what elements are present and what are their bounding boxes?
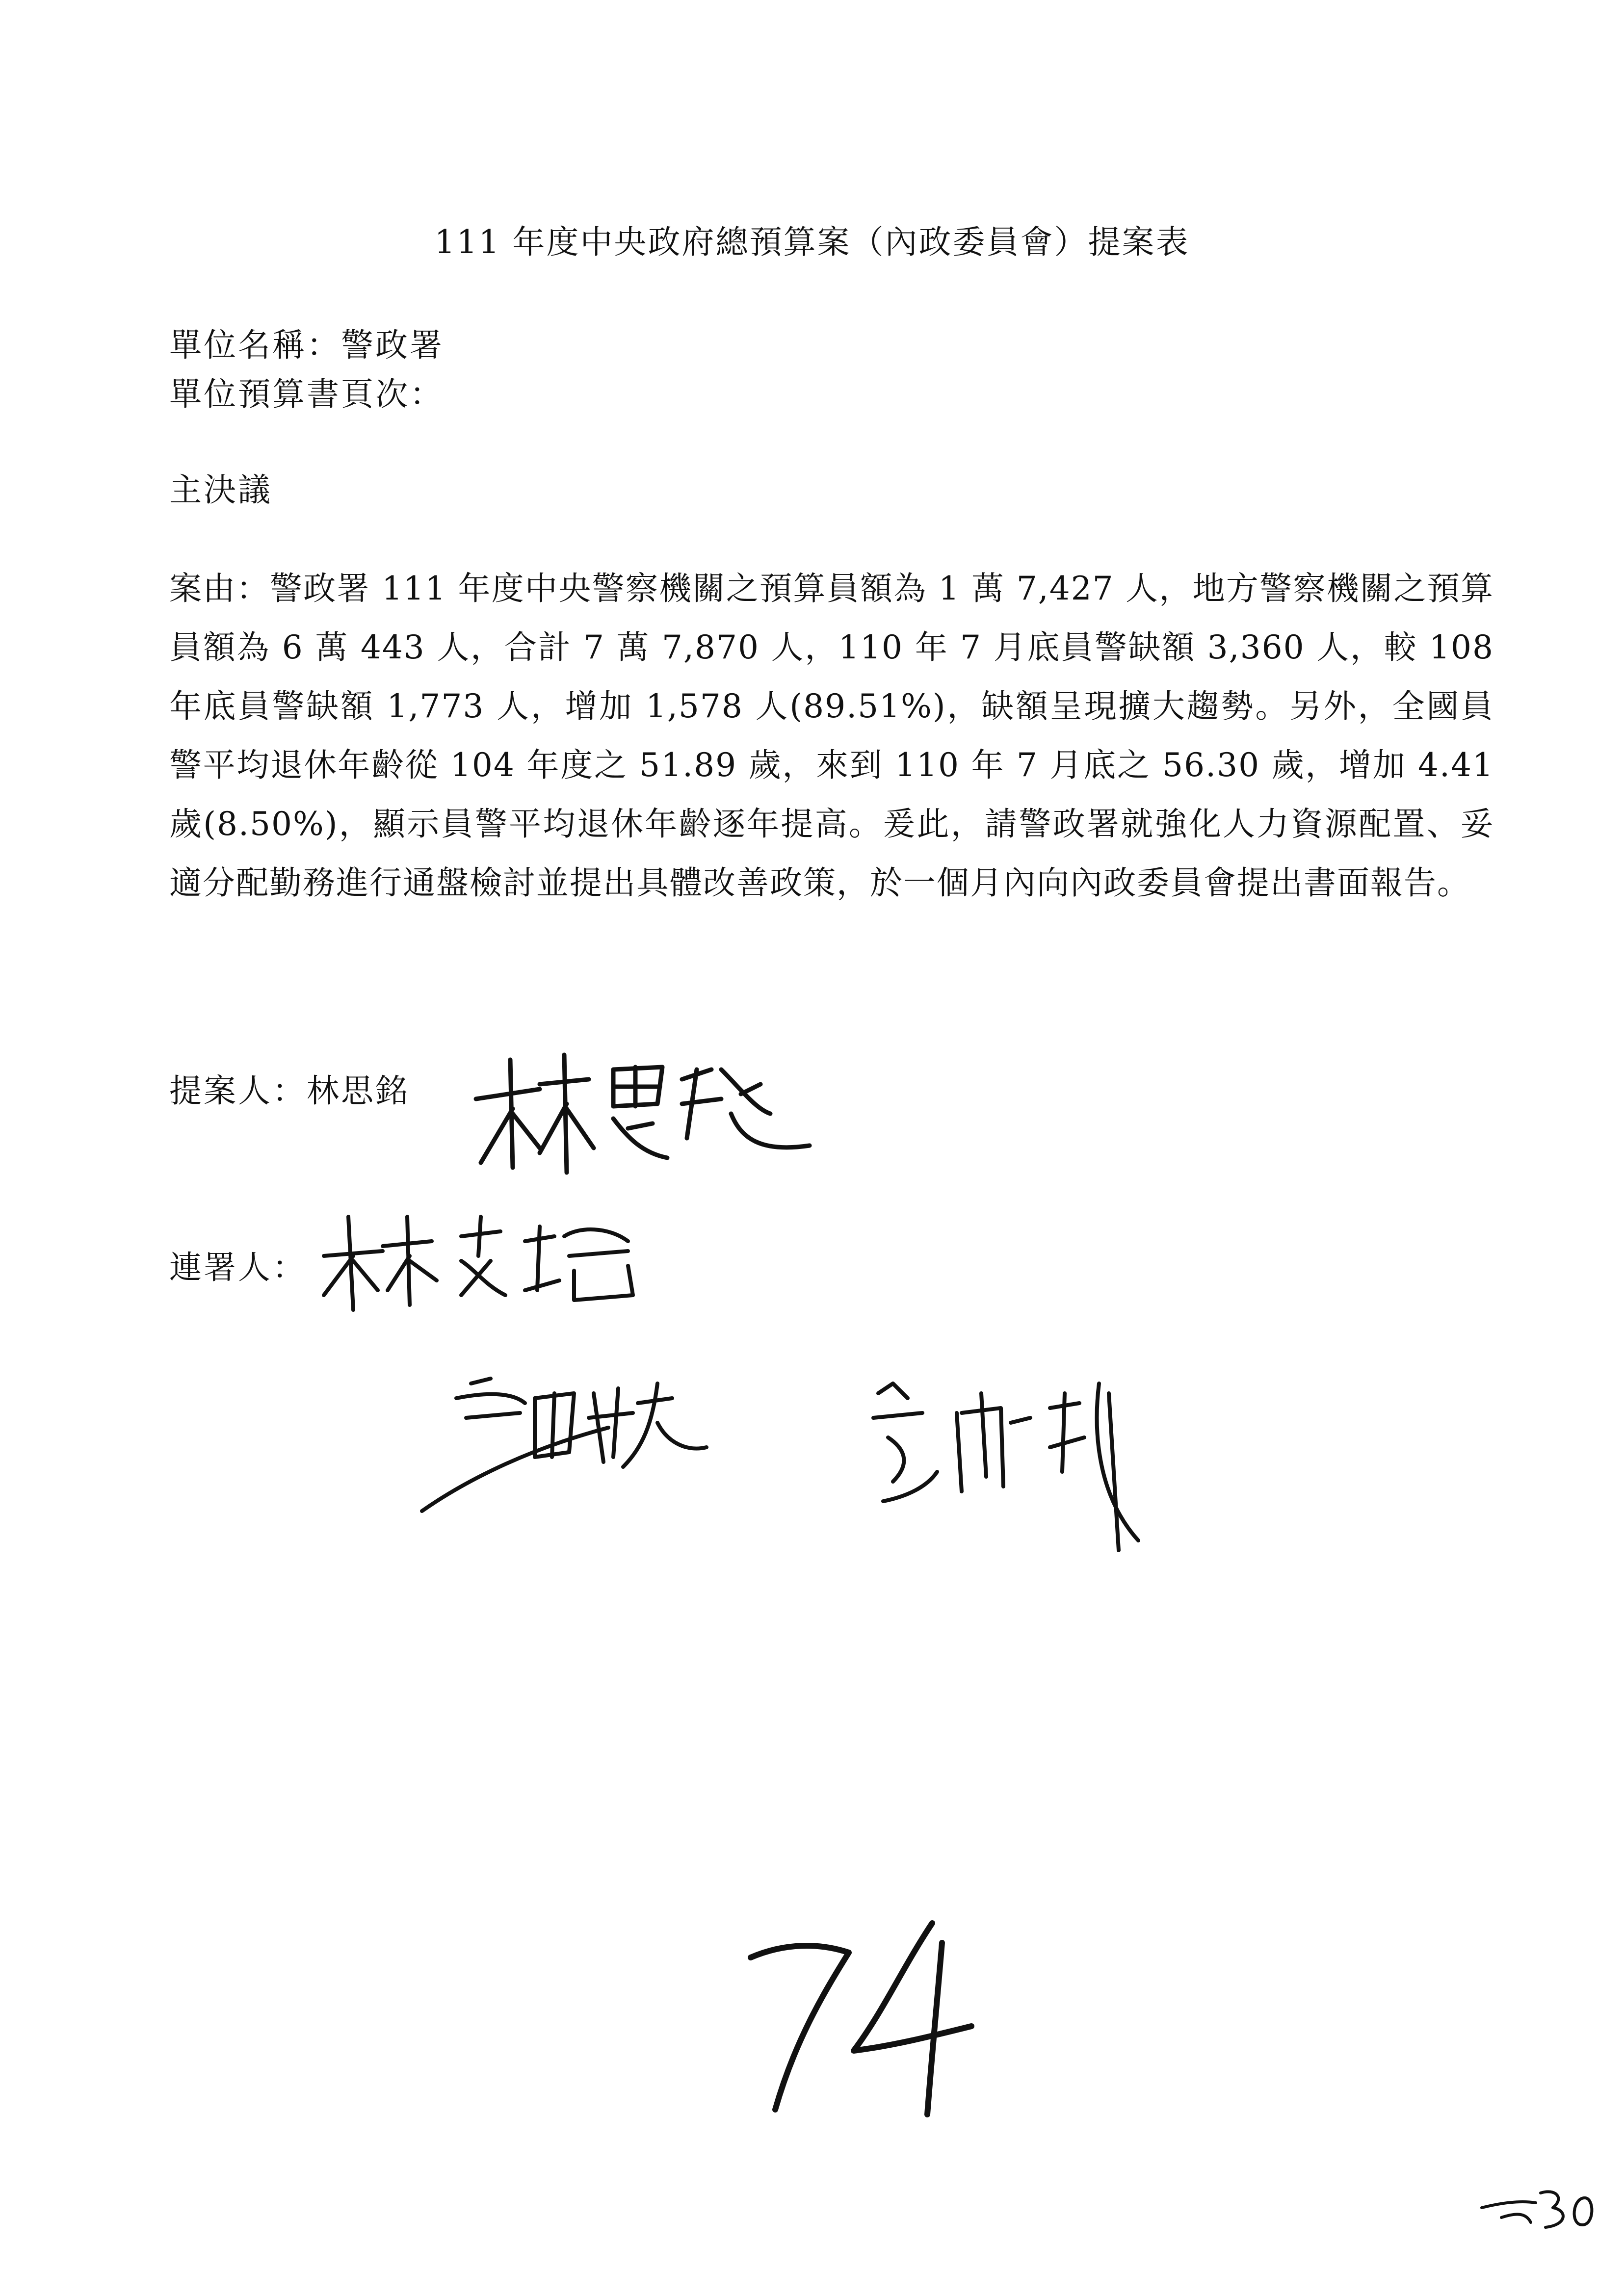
unit-budget-page: 單位預算書頁次： — [169, 375, 444, 413]
case-reason: 案由：警政署 111 年度中央警察機關之預算員額為 1 萬 7,427 人，地方警察機關之預算員額為 6 萬 443 人，合計 7 萬 7,870 人，110 年 7 月底員警缺額 3,360 人，較 108 年底員警缺額 1,773 人，增加 1,578 人(89.51%)，缺額呈現擴大趨勢。另外，全國員警平均退休年齡從 104 年度之 51.89 歲，來到 110 年 7 月底之 56.30 歲，增加 4.41 歲(8.50%)，顯示員警平均退休年齡逐年提高。爰此，請警政署就強化人力資源配置、妥適分配勤務進行通盤檢討並提出具體改善政策，於一個月內向內政委員會提出書面報告。 — [169, 570, 1494, 902]
page-number — [736, 1913, 991, 2119]
corner-note-handwriting — [1472, 2178, 1599, 2237]
proposer-signature — [466, 1040, 819, 1187]
resolution-type: 主決議 — [169, 471, 272, 509]
cosigner-label: 連署人： — [169, 1249, 307, 1286]
unit-name: 單位名稱：警政署 — [169, 326, 444, 364]
cosigner-signature-3 — [864, 1364, 1158, 1570]
corner-note — [1472, 2178, 1599, 2237]
page-number-handwriting — [736, 1913, 991, 2119]
cosigner-signature-1 — [314, 1197, 657, 1325]
document-title: 111 年度中央政府總預算案（內政委員會）提案表 — [434, 223, 1190, 261]
cosigner-signature-2 — [412, 1364, 756, 1521]
proposer-label: 提案人：林思銘 — [169, 1072, 410, 1110]
